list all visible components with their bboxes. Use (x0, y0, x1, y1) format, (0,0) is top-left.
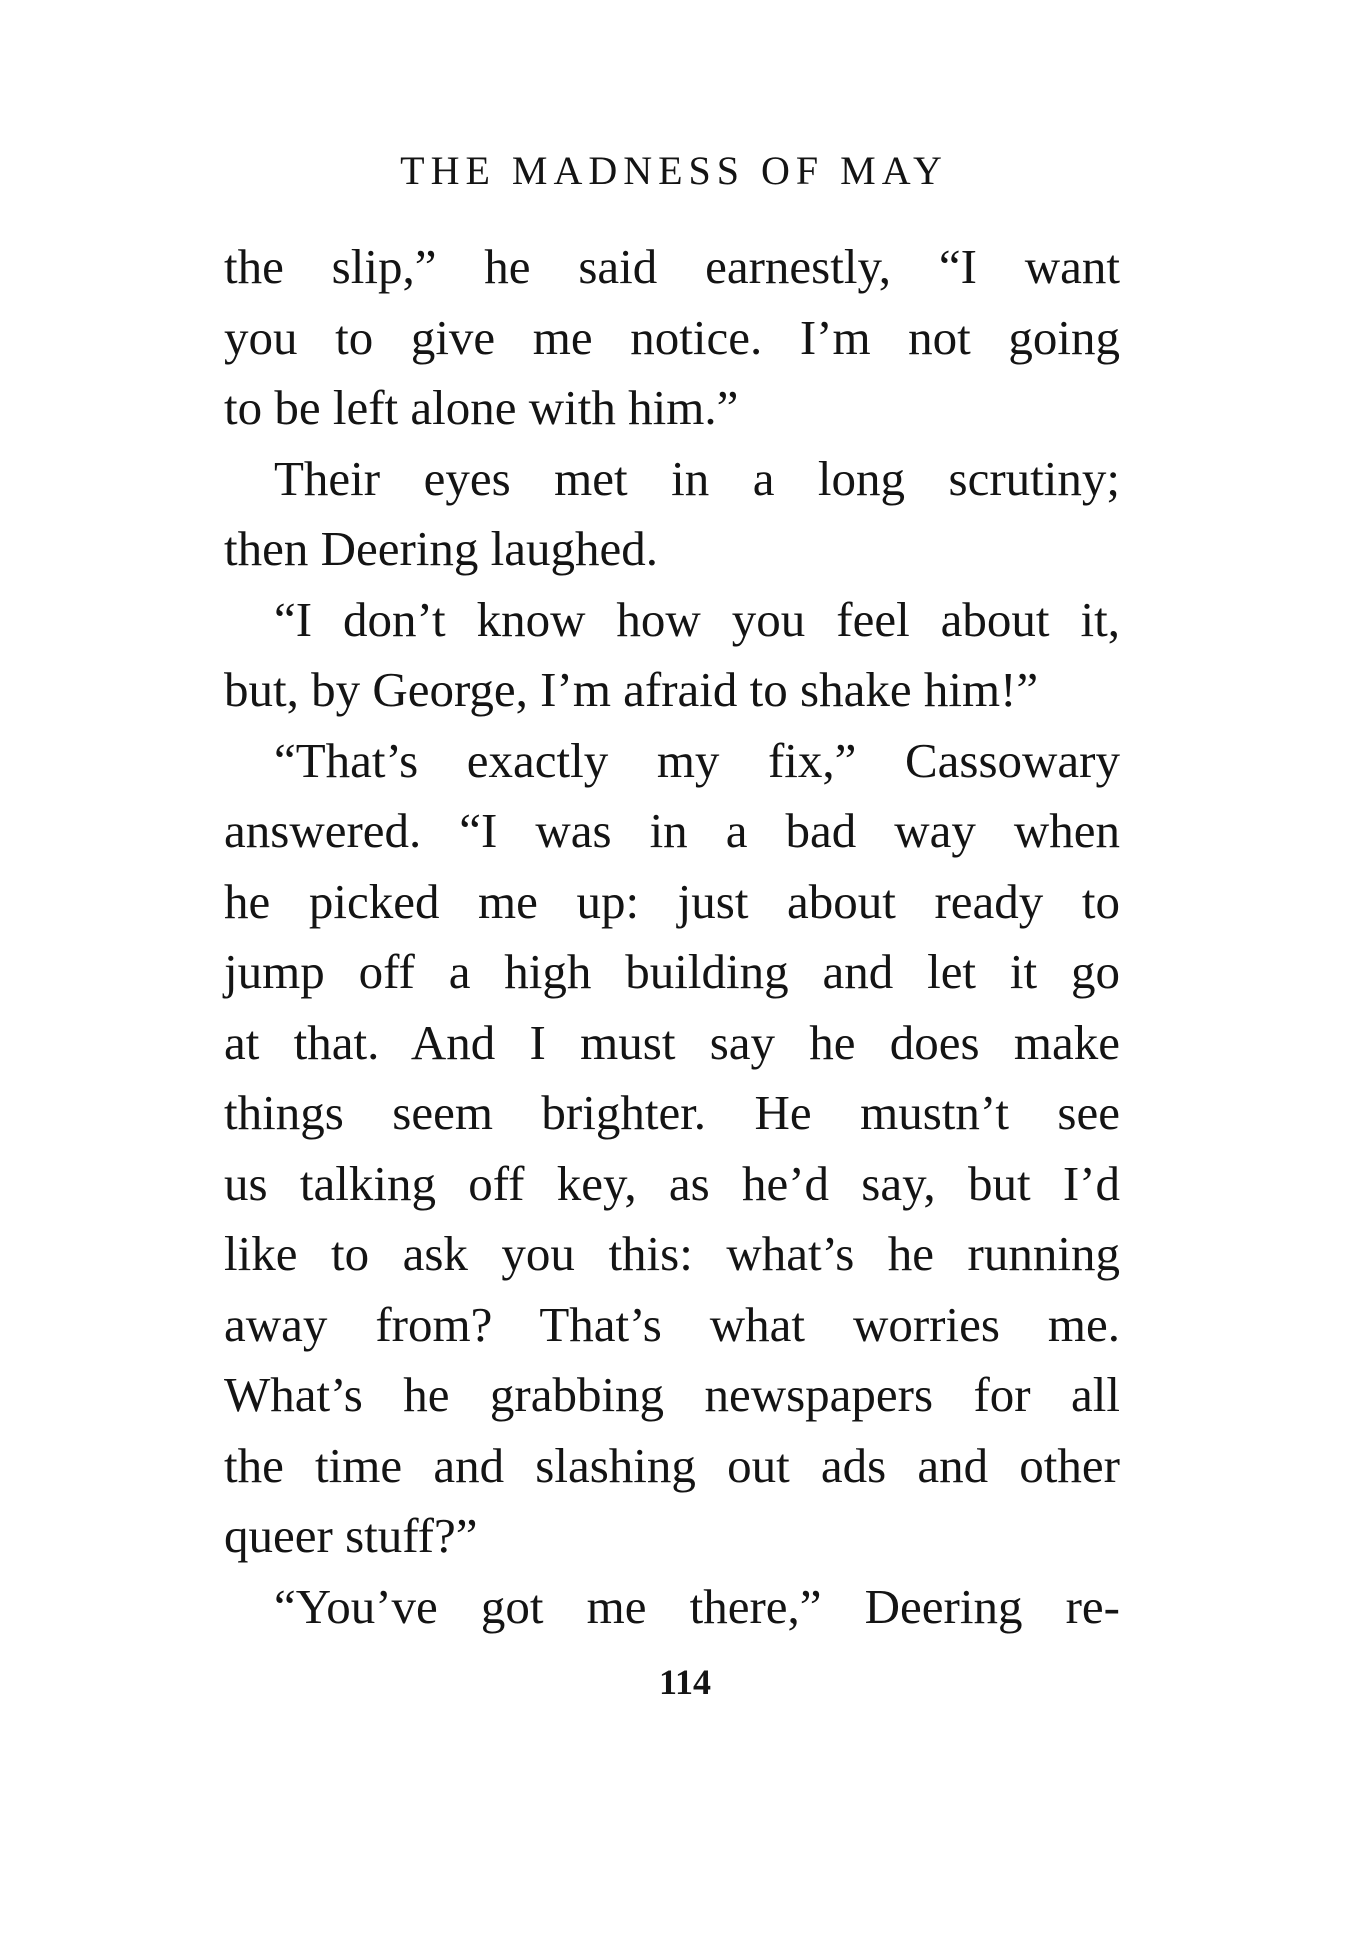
text-line: Their eyes met in a long scrutiny; (274, 450, 1120, 506)
text-line: then Deering laughed. (224, 521, 659, 576)
text-line: “I don’t know how you feel about it, (274, 591, 1120, 647)
running-head: THE MADNESS OF MAY (400, 148, 948, 193)
text-line: to be left alone with him.” (224, 380, 739, 435)
text-line: the slip,” he said earnestly, “I want (224, 239, 1120, 294)
text-line: the time and slashing out ads and other (224, 1437, 1120, 1493)
text-line: What’s he grabbing newspapers for all (224, 1367, 1120, 1422)
text-line: “You’ve got me there,” Deering re- (274, 1578, 1120, 1634)
text-line: away from? That’s what worries me. (224, 1296, 1120, 1352)
page-number: 114 (658, 1662, 711, 1702)
text-line: jump off a high building and let it go (224, 944, 1120, 999)
text-line: us talking off key, as he’d say, but I’d (224, 1155, 1120, 1211)
text-line: answered. “I was in a bad way when (224, 803, 1120, 858)
text-line: he picked me up: just about ready to (224, 873, 1120, 929)
text-line: you to give me notice. I’m not going (224, 309, 1120, 365)
text-line: like to ask you this: what’s he running (224, 1226, 1120, 1281)
text-line: queer stuff?” (224, 1508, 478, 1563)
body-text (224, 232, 1120, 1642)
text-line: things seem brighter. He mustn’t see (224, 1085, 1120, 1140)
text-line: but, by George, I’m afraid to shake him!” (224, 662, 1039, 717)
text-line: at that. And I must say he does make (224, 1014, 1120, 1070)
text-line: “That’s exactly my fix,” Cassowary (274, 732, 1120, 788)
